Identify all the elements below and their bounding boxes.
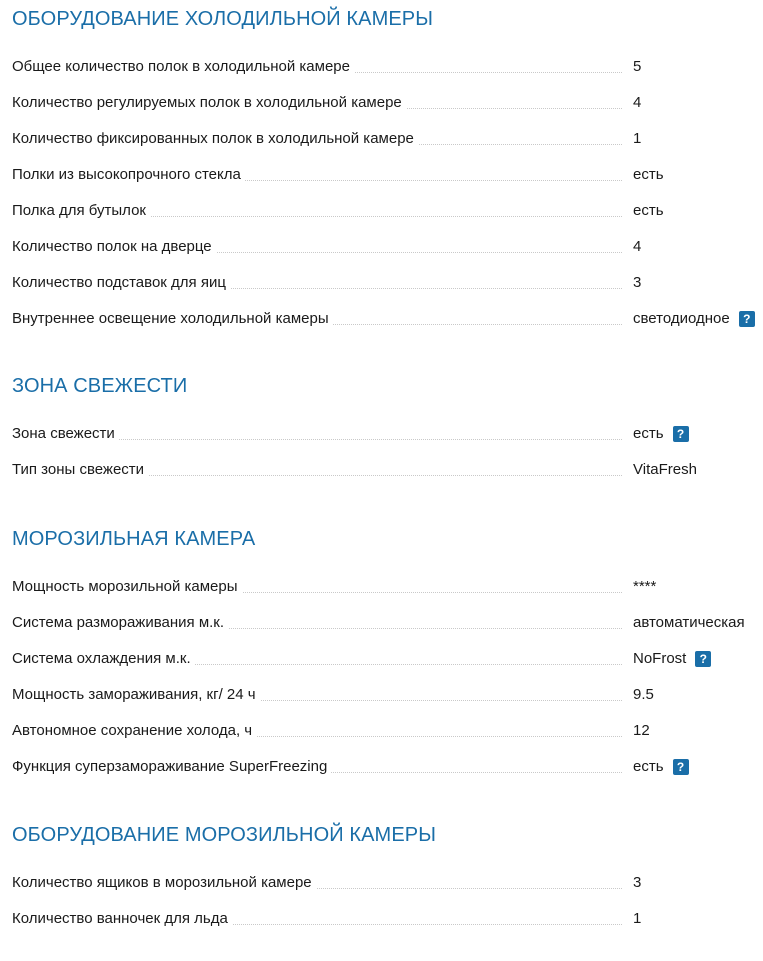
spec-value: 4	[633, 238, 642, 255]
spec-value: светодиодное	[633, 310, 730, 327]
spec-value-cell	[633, 309, 755, 329]
spec-label: Система охлаждения м.к.	[12, 649, 195, 669]
spec-row	[12, 309, 763, 329]
spec-value: NoFrost	[633, 650, 687, 667]
spec-label: Полка для бутылок	[12, 201, 150, 221]
help-icon[interactable]: ?	[695, 651, 711, 667]
spec-value-cell	[633, 424, 689, 444]
spec-value: есть	[633, 425, 664, 442]
section-title: ОБОРУДОВАНИЕ МОРОЗИЛЬНОЙ КАМЕРЫ	[12, 824, 436, 846]
spec-value-cell	[633, 273, 641, 293]
spec-label: Внутреннее освещение холодильной камеры	[12, 309, 333, 329]
spec-row	[12, 909, 763, 929]
spec-row	[12, 57, 763, 77]
spec-value-cell	[633, 165, 664, 185]
spec-value: есть	[633, 758, 664, 775]
spec-value: VitaFresh	[633, 461, 697, 478]
spec-value: 1	[633, 130, 642, 147]
spec-label: Система размораживания м.к.	[12, 613, 228, 633]
help-icon[interactable]: ?	[739, 311, 755, 327]
spec-value-cell	[633, 721, 650, 741]
spec-value: 9.5	[633, 686, 654, 703]
spec-row	[12, 237, 763, 257]
spec-label: Количество ванночек для льда	[12, 909, 232, 929]
spec-value-cell	[633, 201, 664, 221]
spec-label: Полки из высокопрочного стекла	[12, 165, 245, 185]
spec-row	[12, 685, 763, 705]
spec-value: 4	[633, 94, 642, 111]
spec-row	[12, 273, 763, 293]
spec-value: есть	[633, 202, 664, 219]
spec-row	[12, 460, 763, 480]
spec-label: Количество ящиков в морозильной камере	[12, 873, 316, 893]
spec-value: 5	[633, 58, 642, 75]
spec-row	[12, 757, 763, 777]
spec-row	[12, 613, 763, 633]
spec-value-cell	[633, 93, 641, 113]
spec-value-cell	[633, 460, 697, 480]
spec-value-cell	[633, 685, 654, 705]
spec-row	[12, 577, 763, 597]
spec-value-cell	[633, 909, 641, 929]
section-title: ЗОНА СВЕЖЕСТИ	[12, 375, 188, 397]
help-icon[interactable]: ?	[673, 426, 689, 442]
help-icon[interactable]: ?	[673, 759, 689, 775]
spec-label: Мощность замораживания, кг/ 24 ч	[12, 685, 260, 705]
spec-value: автоматическая	[633, 614, 745, 631]
spec-label: Количество фиксированных полок в холодильной камере	[12, 129, 418, 149]
spec-value-cell	[633, 613, 745, 633]
section-title: МОРОЗИЛЬНАЯ КАМЕРА	[12, 528, 256, 550]
spec-row	[12, 873, 763, 893]
spec-value-cell	[633, 873, 641, 893]
spec-row	[12, 129, 763, 149]
spec-value-cell	[633, 129, 641, 149]
spec-row	[12, 93, 763, 113]
spec-value-cell	[633, 237, 641, 257]
spec-value-cell	[633, 757, 689, 777]
section-title: ОБОРУДОВАНИЕ ХОЛОДИЛЬНОЙ КАМЕРЫ	[12, 8, 434, 30]
spec-label: Тип зоны свежести	[12, 460, 148, 480]
spec-label: Функция суперзамораживание SuperFreezing	[12, 757, 331, 777]
spec-value: ****	[633, 578, 657, 595]
spec-value-cell	[633, 577, 656, 597]
spec-label: Мощность морозильной камеры	[12, 577, 242, 597]
spec-value: 1	[633, 910, 642, 927]
spec-value: 12	[633, 722, 650, 739]
spec-label: Количество полок на дверце	[12, 237, 216, 257]
spec-label: Автономное сохранение холода, ч	[12, 721, 256, 741]
spec-label: Зона свежести	[12, 424, 119, 444]
spec-value: 3	[633, 274, 642, 291]
spec-value-cell	[633, 649, 711, 669]
spec-value-cell	[633, 57, 641, 77]
spec-row	[12, 201, 763, 221]
spec-value: есть	[633, 166, 664, 183]
spec-row	[12, 424, 763, 444]
spec-value: 3	[633, 874, 642, 891]
spec-row	[12, 721, 763, 741]
spec-label: Общее количество полок в холодильной камере	[12, 57, 354, 77]
spec-row	[12, 649, 763, 669]
spec-row	[12, 165, 763, 185]
spec-label: Количество регулируемых полок в холодильной камере	[12, 93, 406, 113]
spec-label: Количество подставок для яиц	[12, 273, 230, 293]
